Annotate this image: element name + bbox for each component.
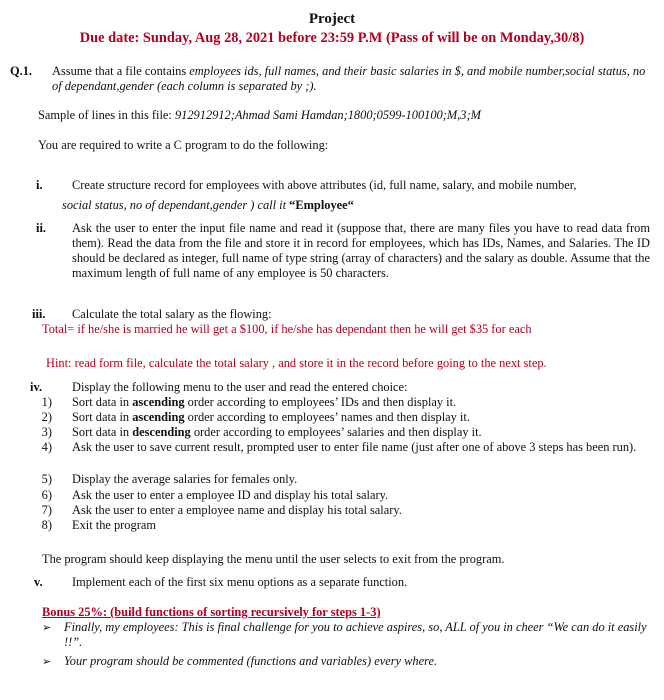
- menu-item-1-post: order according to employees’ IDs and then display it.: [184, 395, 457, 409]
- question-intro: [52, 64, 648, 94]
- item-ii-text: Ask the user to enter the input file name and read it (suppose that, there are many files you have to read data from them). Read the data from the file and store it in record for employees, which has IDs, Names, and Salaries. The ID should be declared as integer, full name of type string (array of characters) and the salary as double. Assume that the maximum length of full name of any employee is 50 characters.: [72, 221, 650, 280]
- bonus-title: Bonus 25%: (build functions of sorting recursively for steps 1-3): [42, 605, 381, 619]
- due-date: Due date: Sunday, Aug 28, 2021 before 23:59 P.M (Pass of will be on Monday,30/8): [79, 30, 585, 46]
- menu-item-2: [72, 410, 470, 425]
- bonus-bullet-1: Finally, my employees: This is final challenge for you to achieve aspires, so, ALL of you in cheer “We can do it easily !!”.: [64, 620, 647, 649]
- sample-label: Sample of lines in this file:: [38, 108, 175, 122]
- menu-item-3-pre: Sort data in: [72, 425, 133, 439]
- question-intro-plain: Assume that a file contains: [52, 64, 190, 78]
- keep-displaying-text: The program should keep displaying the menu until the user selects to exit from the program.: [42, 552, 505, 566]
- question-intro-italic: employees ids, full names, and their basic salaries in $, and mobile number,social status, no of dependant,gender (each column is separated by ;).: [52, 64, 646, 93]
- menu-num-5: 5): [41, 472, 52, 486]
- menu-item-6: Ask the user to enter a employee ID and display his total salary.: [72, 488, 389, 502]
- menu-item-1-bold: ascending: [132, 395, 185, 409]
- arrow-bullet-icon: ➢: [42, 622, 52, 634]
- item-i-line1: Create structure record for employees with above attributes (id, full name, salary, and mobile number,: [72, 178, 577, 192]
- menu-item-2-post: order according to employees’ names and then display it.: [184, 410, 470, 424]
- item-iii-text: Calculate the total salary as the flowing:: [72, 307, 272, 321]
- menu-item-2-bold: ascending: [132, 410, 185, 424]
- menu-num-4: 4): [41, 440, 52, 454]
- menu-item-3-post: order according to employees’ salaries and then display it.: [190, 425, 482, 439]
- menu-item-8: Exit the program: [72, 518, 156, 532]
- menu-item-4: Ask the user to save current result, prompted user to enter file name (just after one of above 3 steps has been run).: [72, 440, 637, 454]
- item-iii-label: iii.: [32, 307, 46, 321]
- menu-num-8: 8): [41, 518, 52, 532]
- item-iv-label: iv.: [30, 380, 43, 394]
- hint-text: Hint: read form file, calculate the total salary , and store it in the record before going to the next step.: [46, 356, 547, 370]
- page-title: Project: [308, 11, 356, 27]
- menu-num-6: 6): [41, 488, 52, 502]
- item-i-line2-italic: social status, no of dependant,gender ) call it: [62, 198, 290, 212]
- menu-item-7: Ask the user to enter a employee name and display his total salary.: [72, 503, 402, 517]
- item-v-label: v.: [34, 575, 43, 589]
- required-text: You are required to write a C program to do the following:: [38, 138, 329, 152]
- menu-item-3: [72, 425, 482, 440]
- menu-item-2-pre: Sort data in: [72, 410, 133, 424]
- menu-num-7: 7): [41, 503, 52, 517]
- menu-num-2: 2): [41, 410, 52, 424]
- bonus-bullet-2: Your program should be commented (functions and variables) every where.: [64, 654, 438, 668]
- employee-keyword: “Employee“: [289, 198, 354, 212]
- menu-num-1: 1): [41, 395, 52, 409]
- item-iv-text: Display the following menu to the user and read the entered choice:: [72, 380, 408, 394]
- total-formula: Total= if he/she is married he will get a $100, if he/she has dependant then he will get $35 for each: [42, 322, 532, 336]
- menu-item-3-bold: descending: [132, 425, 191, 439]
- sample-value: 912912912;Ahmad Sami Hamdan;1800;0599-100100;M,3;M: [174, 108, 481, 122]
- arrow-bullet-icon: ➢: [42, 656, 52, 668]
- item-v-text: Implement each of the first six menu options as a separate function.: [72, 575, 408, 589]
- menu-num-3: 3): [41, 425, 52, 439]
- item-i-line2: [62, 198, 354, 213]
- item-ii-label: ii.: [36, 221, 46, 235]
- menu-item-5: Display the average salaries for females only.: [72, 472, 298, 486]
- sample-line: [38, 108, 481, 123]
- question-label: Q.1.: [10, 64, 33, 78]
- menu-item-1: [72, 395, 456, 410]
- menu-item-1-pre: Sort data in: [72, 395, 133, 409]
- item-i-label: i.: [36, 178, 43, 192]
